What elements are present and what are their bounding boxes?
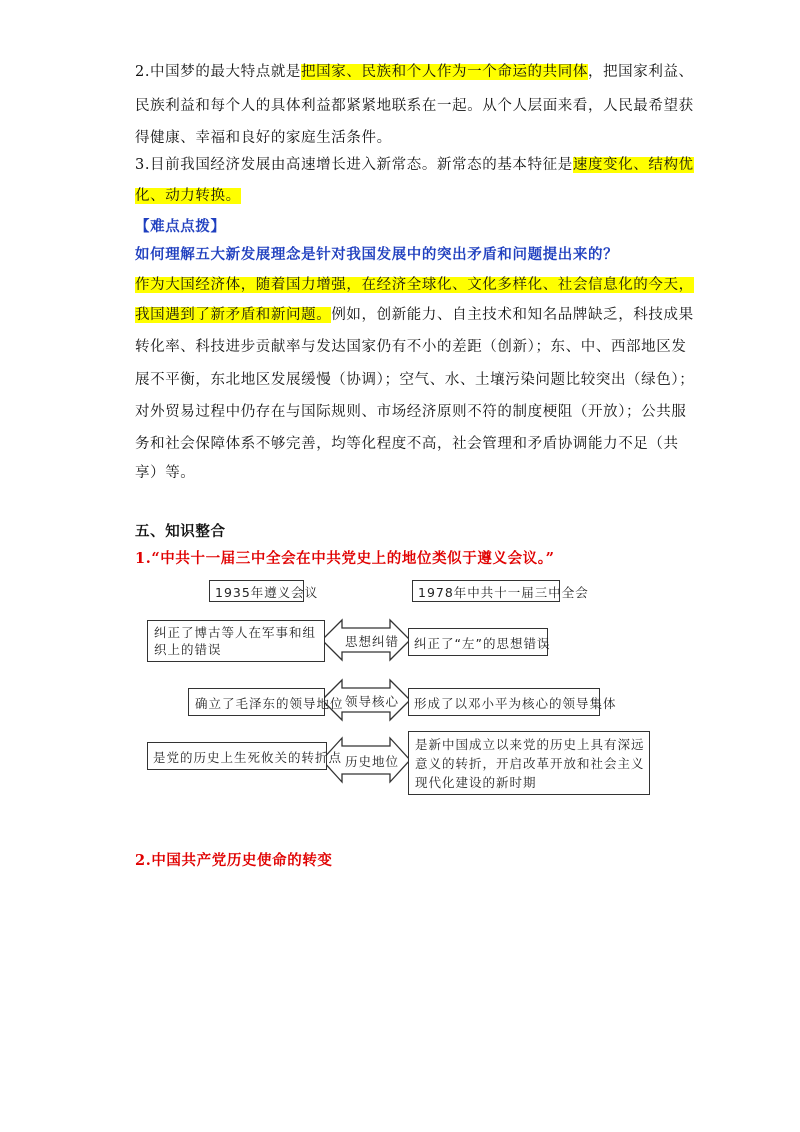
- right-box-text: 是新中国成立以来党的历史上具有深远意义的转折，开启改革开放和社会主义现代化建设的新时期: [415, 737, 645, 790]
- text: 3.目前我国经济发展由高速增长进入新常态。新常态的基本特征是: [135, 157, 573, 173]
- highlighted-text: 我国遇到了新矛盾和新问题。: [135, 307, 332, 323]
- highlighted-text: 把国家、民族和个人作为一个命运的共同体: [301, 64, 588, 80]
- right-box-text: 形成了以邓小平为核心的领导集体: [414, 696, 617, 711]
- left-title-box: [209, 580, 319, 602]
- middle-label: 思想纠错: [345, 634, 400, 649]
- text: 2.中国梦的最大特点就是: [135, 64, 302, 80]
- text: ，把国家利益、: [587, 64, 694, 80]
- left-box-text: 是党的历史上生死攸关的转折点: [153, 750, 343, 765]
- left-box-text: 纠正了博古等人在军事和组织上的错误: [154, 625, 317, 657]
- section-heading: 五、知识整合: [135, 523, 226, 540]
- text: 例如，创新能力、自主技术和知名品牌缺乏，科技成果: [331, 307, 694, 323]
- right-box: [408, 628, 551, 656]
- item-heading-2: 2.中国共产党历史使命的转变: [135, 852, 333, 869]
- left-box: [188, 688, 344, 716]
- middle-label: 历史地位: [345, 754, 400, 769]
- right-title-box: [412, 580, 589, 602]
- right-box-text: 纠正了“左”的思想错误: [414, 636, 551, 651]
- left-box-text: 确立了毛泽东的领导地位: [195, 696, 344, 711]
- left-box: [147, 620, 325, 662]
- left-title: 1935年遵义会议: [215, 585, 319, 600]
- item-heading-1: 1.“中共十一届三中全会在中共党史上的地位类似于遵义会议。”: [135, 550, 555, 567]
- middle-label: 领导核心: [345, 694, 400, 709]
- right-box: [408, 731, 650, 795]
- difficulty-heading: 【难点点拨】: [135, 218, 226, 235]
- right-box: [408, 688, 617, 716]
- paragraph-line: 务和社会保障体系不够完善，均等化程度不高，社会管理和矛盾协调能力不足（共: [135, 436, 679, 452]
- paragraph-line: 转化率、科技进步贡献率与发达国家仍有不小的差距（创新）；东、中、西部地区发: [135, 339, 687, 355]
- highlighted-text: 化、动力转换。: [135, 188, 241, 204]
- highlighted-text: 速度变化、结构优: [572, 157, 694, 173]
- paragraph-line: 民族利益和每个人的具体利益都紧紧地联系在一起。从个人层面来看，人民最希望获: [135, 98, 694, 114]
- left-box: [147, 742, 343, 770]
- right-title: 1978年中共十一届三中全会: [418, 585, 589, 600]
- highlighted-text: 作为大国经济体，随着国力增强，在经济全球化、文化多样化、社会信息化的今天，: [135, 277, 694, 293]
- difficulty-question: 如何理解五大新发展理念是针对我国发展中的突出矛盾和问题提出来的？: [135, 246, 619, 263]
- paragraph-line: 得健康、幸福和良好的家庭生活条件。: [135, 130, 392, 146]
- paragraph-line: 享）等。: [135, 465, 196, 481]
- paragraph-line: 对外贸易过程中仍存在与国际规则、市场经济原则不符的制度梗阻（开放）；公共服: [135, 404, 687, 420]
- paragraph-line: 展不平衡，东北地区发展缓慢（协调）；空气、水、土壤污染问题比较突出（绿色）；: [135, 372, 695, 388]
